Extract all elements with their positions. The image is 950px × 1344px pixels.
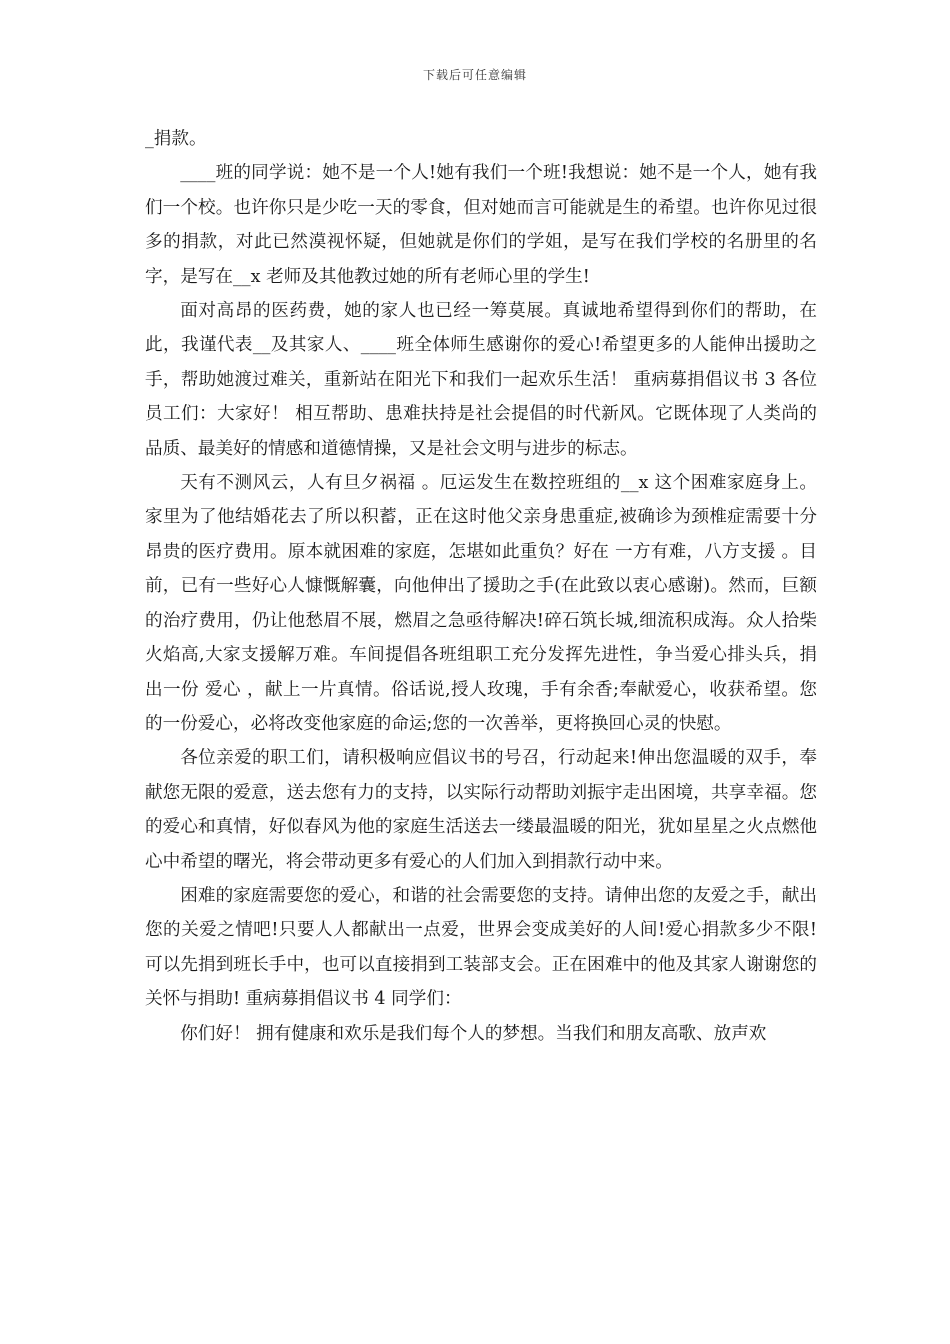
paragraph-4: 天有不测风云，人有旦夕祸福 。厄运发生在数控班组的__x 这个困难家庭身上。家里为了他结婚花去了所以积蓄，正在这时他父亲身患重症,被确诊为颈椎症需要十分昂贵的医疗费用。原本就困难的家庭，怎堪如此重负？好在 一方有难，八方支援 。目前，已有一些好心人慷慨解囊，向他伸出了援助之手(在此致以衷心感谢)。然而，巨额的治疗费用，仍让他愁眉不展，燃眉之急亟待解决!碎石筑长城,细流积成海。众人拾柴火焰高,大家支援解万难。车间提倡各班组职工充分发挥先进性，争当爱心排头兵，捐出一份 爱心 ，献上一片真情。俗话说,授人玫瑰，手有余香;奉献爱心，收获希望。您的一份爱心，必将改变他家庭的命运;您的一次善举，更将换回心灵的快慰。 [145, 473, 817, 734]
document-body [145, 122, 817, 1051]
paragraph-5: 各位亲爱的职工们，请积极响应倡议书的号召，行动起来!伸出您温暖的双手，奉献您无限的爱意，送去您有力的支持，以实际行动帮助刘振宇走出困境，共享幸福。您的爱心和真情，好似春风为他的家庭生活送去一缕最温暖的阳光，犹如星星之火点燃他心中希望的曙光，将会带动更多有爱心的人们加入到捐款行动中来。 [145, 748, 817, 872]
paragraph-6: 困难的家庭需要您的爱心，和谐的社会需要您的支持。请伸出您的友爱之手，献出您的关爱之情吧!只要人人都献出一点爱，世界会变成美好的人间!爱心捐款多少不限!可以先捐到班长手中，也可以直接捐到工装部支会。正在困难中的他及其家人谢谢您的关怀与捐助! 重病募捐倡议书 4 同学们： [145, 885, 817, 1010]
paragraph-7: 你们好！ 拥有健康和欢乐是我们每个人的梦想。当我们和朋友高歌、放声欢 [180, 1023, 767, 1044]
paragraph-3: 面对高昂的医药费，她的家人也已经一筹莫展。真诚地希望得到你们的帮助，在此，我谨代表__及其家人、____班全体师生感谢你的爱心!希望更多的人能伸出援助之手，帮助她渡过难关，重新站在阳光下和我们一起欢乐生活！ 重病募捐倡议书 3 各位员工们：大家好！ 相互帮助、患难扶持是社会提倡的时代新风。它既体现了人类尚的品质、最美好的情感和道德情操，又是社会文明与进步的标志。 [145, 301, 817, 459]
paragraph-1: _捐款。 [145, 129, 207, 149]
page-header-note: 下载后可任意编辑 [422, 68, 527, 82]
paragraph-2: ____班的同学说：她不是一个人!她有我们一个班!我想说：她不是一个人，她有我们一个校。也许你只是少吃一天的零食，但对她而言可能就是生的希望。也许你见过很多的捐款，对此已然漠视怀疑，但她就是你们的学姐，是写在我们学校的名册里的名字，是写在__x 老师及其他教过她的所有老师心里的学生! [145, 163, 817, 287]
